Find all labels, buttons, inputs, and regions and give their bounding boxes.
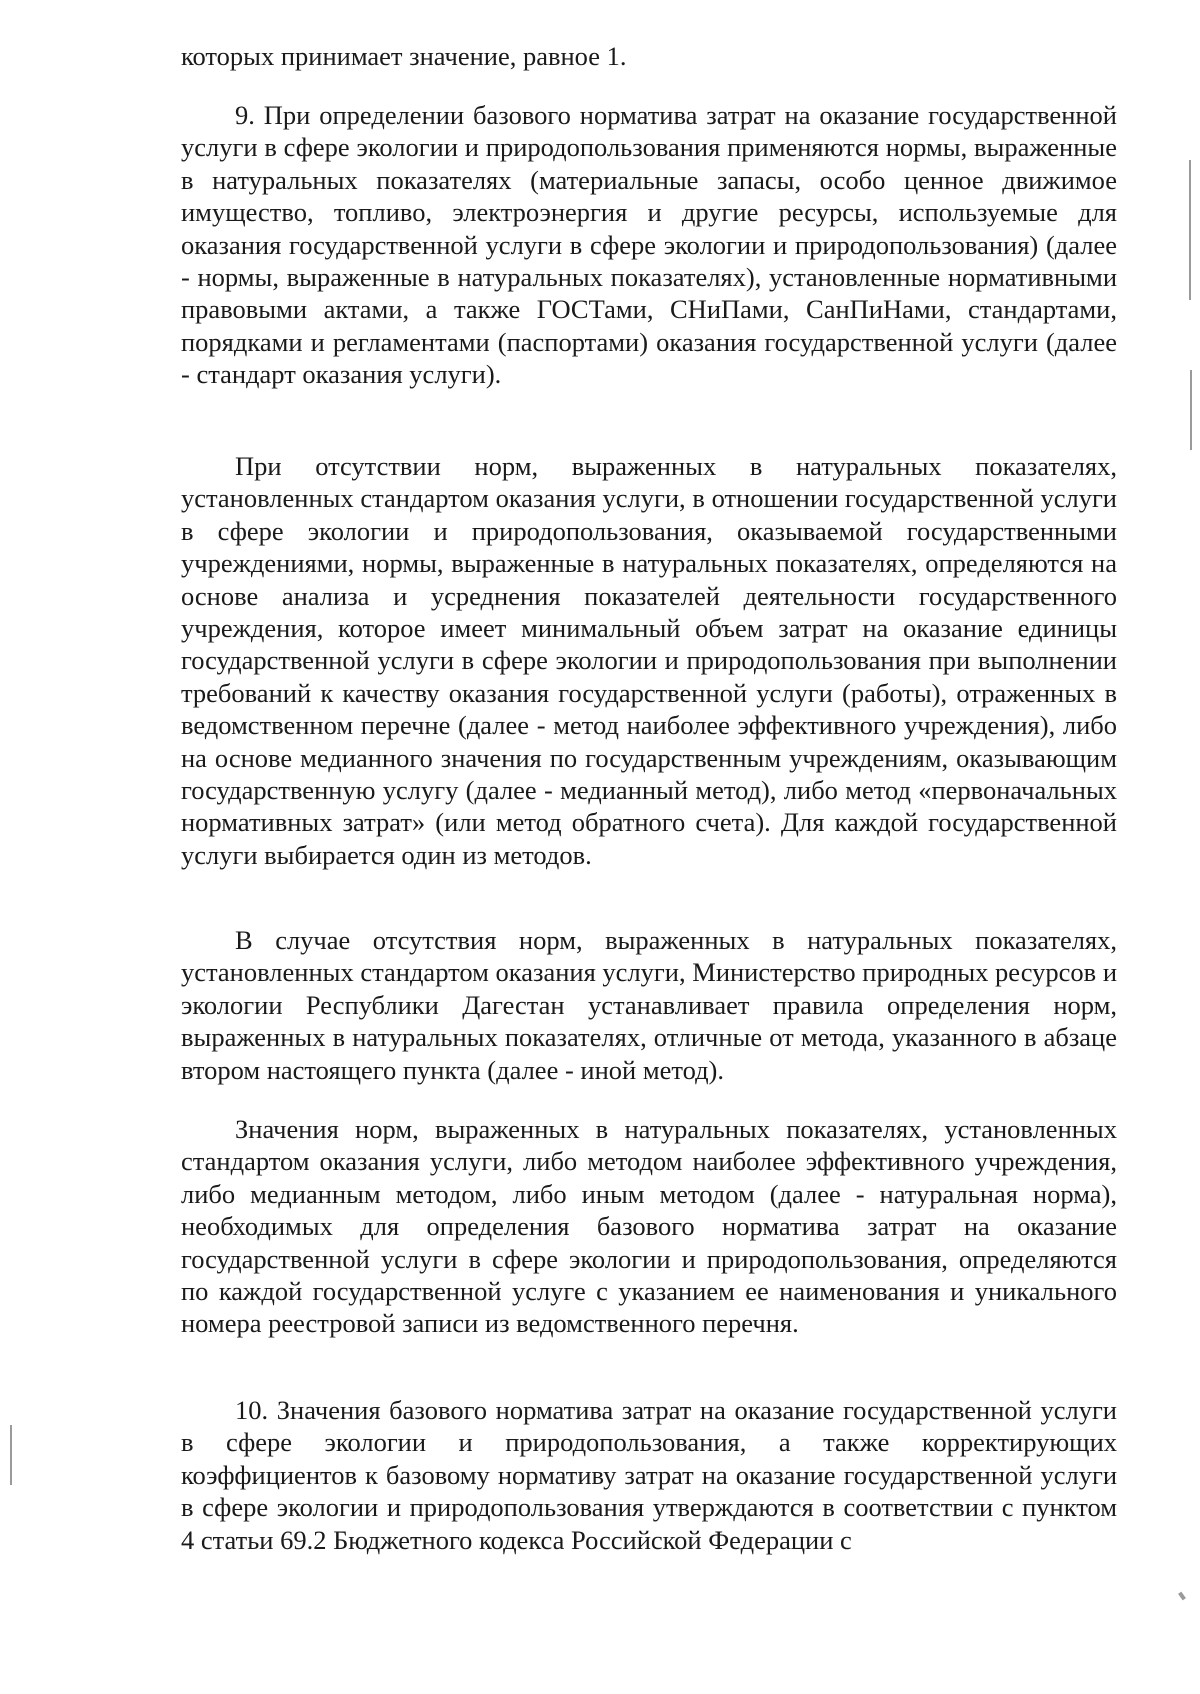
paragraph-continuation: которых принимает значение, равное 1. [181,41,627,71]
scan-edge-mark [1190,370,1192,450]
paragraph-item-9-norm-values: Значения норм, выраженных в натуральных показателях, установленных стандартом оказания услуги, либо методом наиболее эффективного учреждения, либо медианным методом, либо иным методом (далее - натуральная норма), необходимых для определения базового норматива затрат на оказание государственной услуги в сфере экологии и природопользования, определяются по каждой государственной услуге с указанием ее наименования и уникального номера реестровой записи из ведомственного перечня. [181,1114,1117,1339]
paragraph-item-9: 9. При определении базового норматива затрат на оказание государственной услуги в сфере экологии и природопользования применяются нормы, выраженные в натуральных показателях (материальные запасы, особо ценное движимое имущество, топливо, электроэнергия и другие ресурсы, используемые для оказания государственной услуги в сфере экологии и природопользования) (далее - нормы, выраженные в натуральных показателях), установленные нормативными правовыми актами, а также ГОСТами, СНиПами, СанПиНами, стандартами, порядками и регламентами (паспортами) оказания государственной услуги (далее - стандарт оказания услуги). [181,100,1117,390]
paragraph-item-9-no-norms: При отсутствии норм, выраженных в натуральных показателях, установленных стандартом оказания услуги, в отношении государственной услуги в сфере экологии и природопользования, оказываемой государственными учреждениями, нормы, выраженные в натуральных показателях, определяются на основе анализа и усреднения показателей деятельности государственного учреждения, которое имеет минимальный объем затрат на оказание единицы государственной услуги в сфере экологии и природопользования при выполнении требований к качеству оказания государственной услуги (работы), отраженных в ведомственном перечне (далее - метод наиболее эффективного учреждения), либо на основе медианного значения по государственным учреждениям, оказывающим государственную услугу (далее - медианный метод), либо метод «первоначальных нормативных затрат» (или метод обратного счета). Для каждой государственной услуги выбирается один из методов. [181,451,1117,870]
paragraph-item-10: 10. Значения базового норматива затрат на оказание государственной услуги в сфере экологии и природопользования, а также корректирующих коэффициентов к базовому нормативу затрат на оказание государственной услуги в сфере экологии и природопользования утверждаются в соответствии с пунктом 4 статьи 69.2 Бюджетного кодекса Российской Федерации с [181,1395,1117,1555]
paragraph-item-9-other-method: В случае отсутствия норм, выраженных в натуральных показателях, установленных стандартом оказания услуги, Министерство природных ресурсов и экологии Республики Дагестан устанавливает правила определения норм, выраженных в натуральных показателях, отличные от метода, указанного в абзаце втором настоящего пункта (далее - иной метод). [181,925,1117,1085]
scan-edge-mark [10,1425,12,1485]
scan-edge-mark [1189,160,1191,300]
scan-speck [1178,1592,1186,1601]
